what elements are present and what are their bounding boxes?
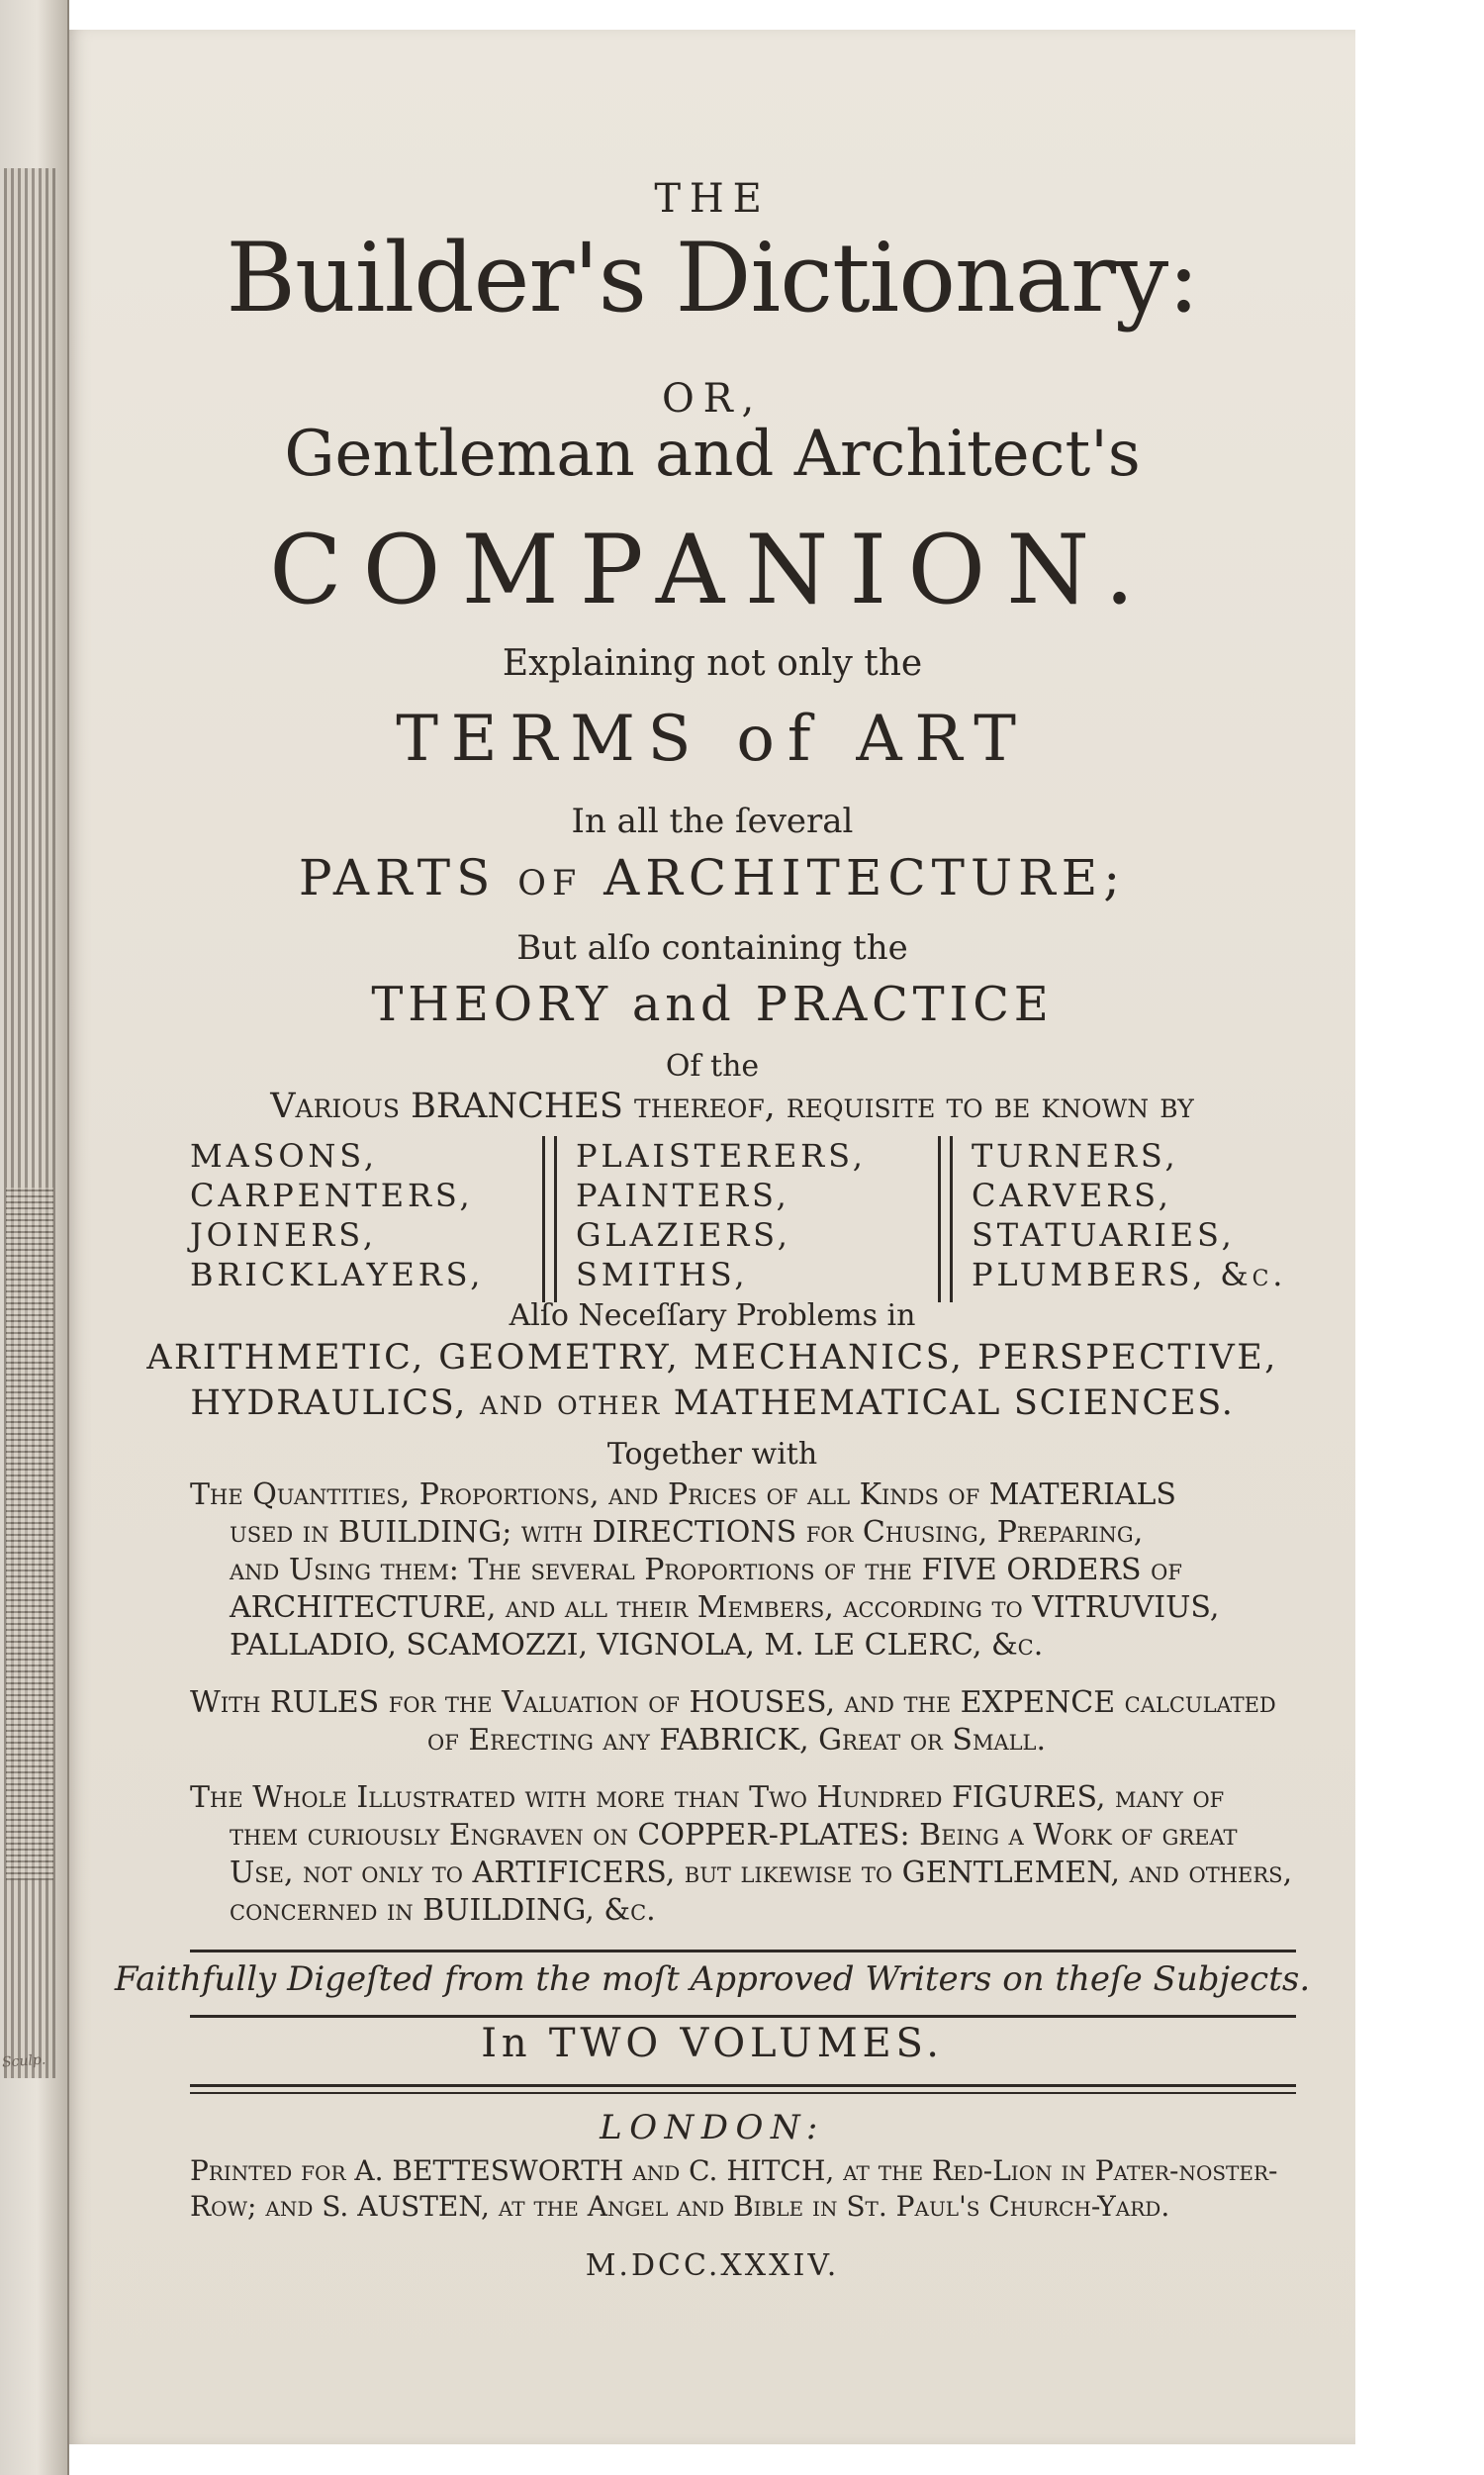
column-divider bbox=[554, 1136, 557, 1302]
trades-column-2 bbox=[576, 1136, 867, 1294]
trade-smiths: SMITHS, bbox=[576, 1256, 749, 1293]
main-title: Builder's Dictionary: bbox=[226, 223, 1199, 333]
quantities-line: PALLADIO, SCAMOZZI, VIGNOLA, M. LE CLERC, &c. bbox=[230, 1628, 1044, 1663]
engraving-pedestal bbox=[6, 1188, 53, 1880]
rules-line: of Erecting any FABRICK, Great or Small. bbox=[427, 1723, 1047, 1758]
trades-column-1 bbox=[190, 1136, 484, 1294]
london-line: LONDON: bbox=[600, 2108, 825, 2147]
trade-joiners: JOINERS, bbox=[190, 1216, 377, 1254]
whole-line: concerned in BUILDING, &c. bbox=[230, 1893, 656, 1928]
parts-of-architecture: PARTS of ARCHITECTURE; bbox=[298, 849, 1127, 906]
quantities-line: and Uſing them: The ſeveral Proportions of the FIVE ORDERS of bbox=[230, 1553, 1182, 1587]
trade-masons: MASONS, bbox=[190, 1137, 378, 1175]
in-all-line: In all the ſeveral bbox=[571, 802, 854, 841]
the-heading: THE bbox=[654, 176, 771, 222]
whole-paragraph bbox=[190, 1779, 1296, 1930]
trade-carpenters: CARPENTERS, bbox=[190, 1177, 474, 1214]
rules-line: With RULES for the Valuation of HOUSES, and the EXPENCE calculated bbox=[190, 1685, 1276, 1720]
trade-turners: TURNERS, bbox=[972, 1137, 1179, 1175]
together-with-line: Together with bbox=[606, 1437, 818, 1472]
whole-line: The Whole Illuſtrated with more than Two Hundred FIGURES, many of bbox=[190, 1780, 1225, 1815]
column-divider bbox=[542, 1136, 545, 1302]
rule-bottom bbox=[190, 2084, 1296, 2087]
trade-statuaries: STATUARIES, bbox=[972, 1216, 1236, 1254]
trades-column-3 bbox=[972, 1136, 1286, 1294]
imprint-line: Row; and S. AUSTEN, at the Angel and Bible in St. Paul's Church-Yard. bbox=[190, 2190, 1170, 2223]
faithfully-line: Faithfully Digeſted from the moſt Approved Writers on theſe Subjects. bbox=[114, 1959, 1311, 1999]
date-line: M.DCC.XXXIV. bbox=[585, 2248, 840, 2283]
quantities-line: The Quantities, Proportions, and Prices of all Kinds of MATERIALS bbox=[190, 1477, 1176, 1512]
quantities-paragraph bbox=[190, 1476, 1296, 1665]
volumes-line: In TWO VOLUMES. bbox=[481, 2021, 944, 2066]
quantities-line: ARCHITECTURE, and all their Members, according to VITRUVIUS, bbox=[230, 1590, 1220, 1625]
rule-top bbox=[190, 1950, 1296, 1952]
subtitle: Gentleman and Architect's bbox=[284, 418, 1141, 491]
imprint-line: Printed for A. BETTESWORTH and C. HITCH, at the Red-Lion in Pater-noſter- bbox=[190, 2154, 1278, 2187]
various-branches-line: Various BRANCHES thereof, requiſite to be known by bbox=[270, 1087, 1194, 1126]
theory-practice: THEORY and PRACTICE bbox=[371, 977, 1054, 1032]
column-divider bbox=[950, 1136, 953, 1302]
explaining-line: Explaining not only the bbox=[502, 643, 923, 684]
rules-paragraph bbox=[190, 1684, 1296, 1760]
facing-page-frontispiece bbox=[0, 0, 69, 2475]
column-divider bbox=[938, 1136, 941, 1302]
trade-plumbers: PLUMBERS, &c. bbox=[972, 1256, 1287, 1293]
rule-bottom-double bbox=[190, 2092, 1296, 2094]
quantities-line: uſed in BUILDING; with DIRECTIONS for Chuſing, Preparing, bbox=[230, 1515, 1144, 1550]
but-also-line: But alſo containing the bbox=[516, 928, 908, 968]
trade-bricklayers: BRICKLAYERS, bbox=[190, 1256, 485, 1293]
terms-of-art: TERMS of ART bbox=[396, 703, 1029, 776]
frontispiece-caption: Sculp. bbox=[1, 2051, 46, 2071]
trade-glaziers: GLAZIERS, bbox=[576, 1216, 791, 1254]
also-necessary-line: Alſo Neceſſary Problems in bbox=[509, 1298, 916, 1333]
rule-middle bbox=[190, 2015, 1296, 2018]
trade-painters: PAINTERS, bbox=[576, 1177, 790, 1214]
whole-line: Uſe, not only to ARTIFICERS, but likewiſe to GENTLEMEN, and others, bbox=[230, 1856, 1293, 1890]
title-page bbox=[69, 30, 1355, 2444]
trade-plaisterers: PLAISTERERS, bbox=[576, 1137, 867, 1175]
or-line: OR, bbox=[661, 376, 764, 422]
companion-heading: COMPANION. bbox=[269, 515, 1156, 625]
trade-carvers: CARVERS, bbox=[972, 1177, 1172, 1214]
whole-line: them curiouſly Engraven on COPPER-PLATES: Being a Work of great bbox=[230, 1818, 1238, 1853]
sciences-line-2: HYDRAULICS, and other MATHEMATICAL SCIENCES. bbox=[190, 1383, 1235, 1423]
of-the-line: Of the bbox=[665, 1049, 760, 1084]
sciences-line-1: ARITHMETIC, GEOMETRY, MECHANICS, PERSPECTIVE, bbox=[146, 1338, 1278, 1378]
imprint bbox=[190, 2153, 1296, 2225]
